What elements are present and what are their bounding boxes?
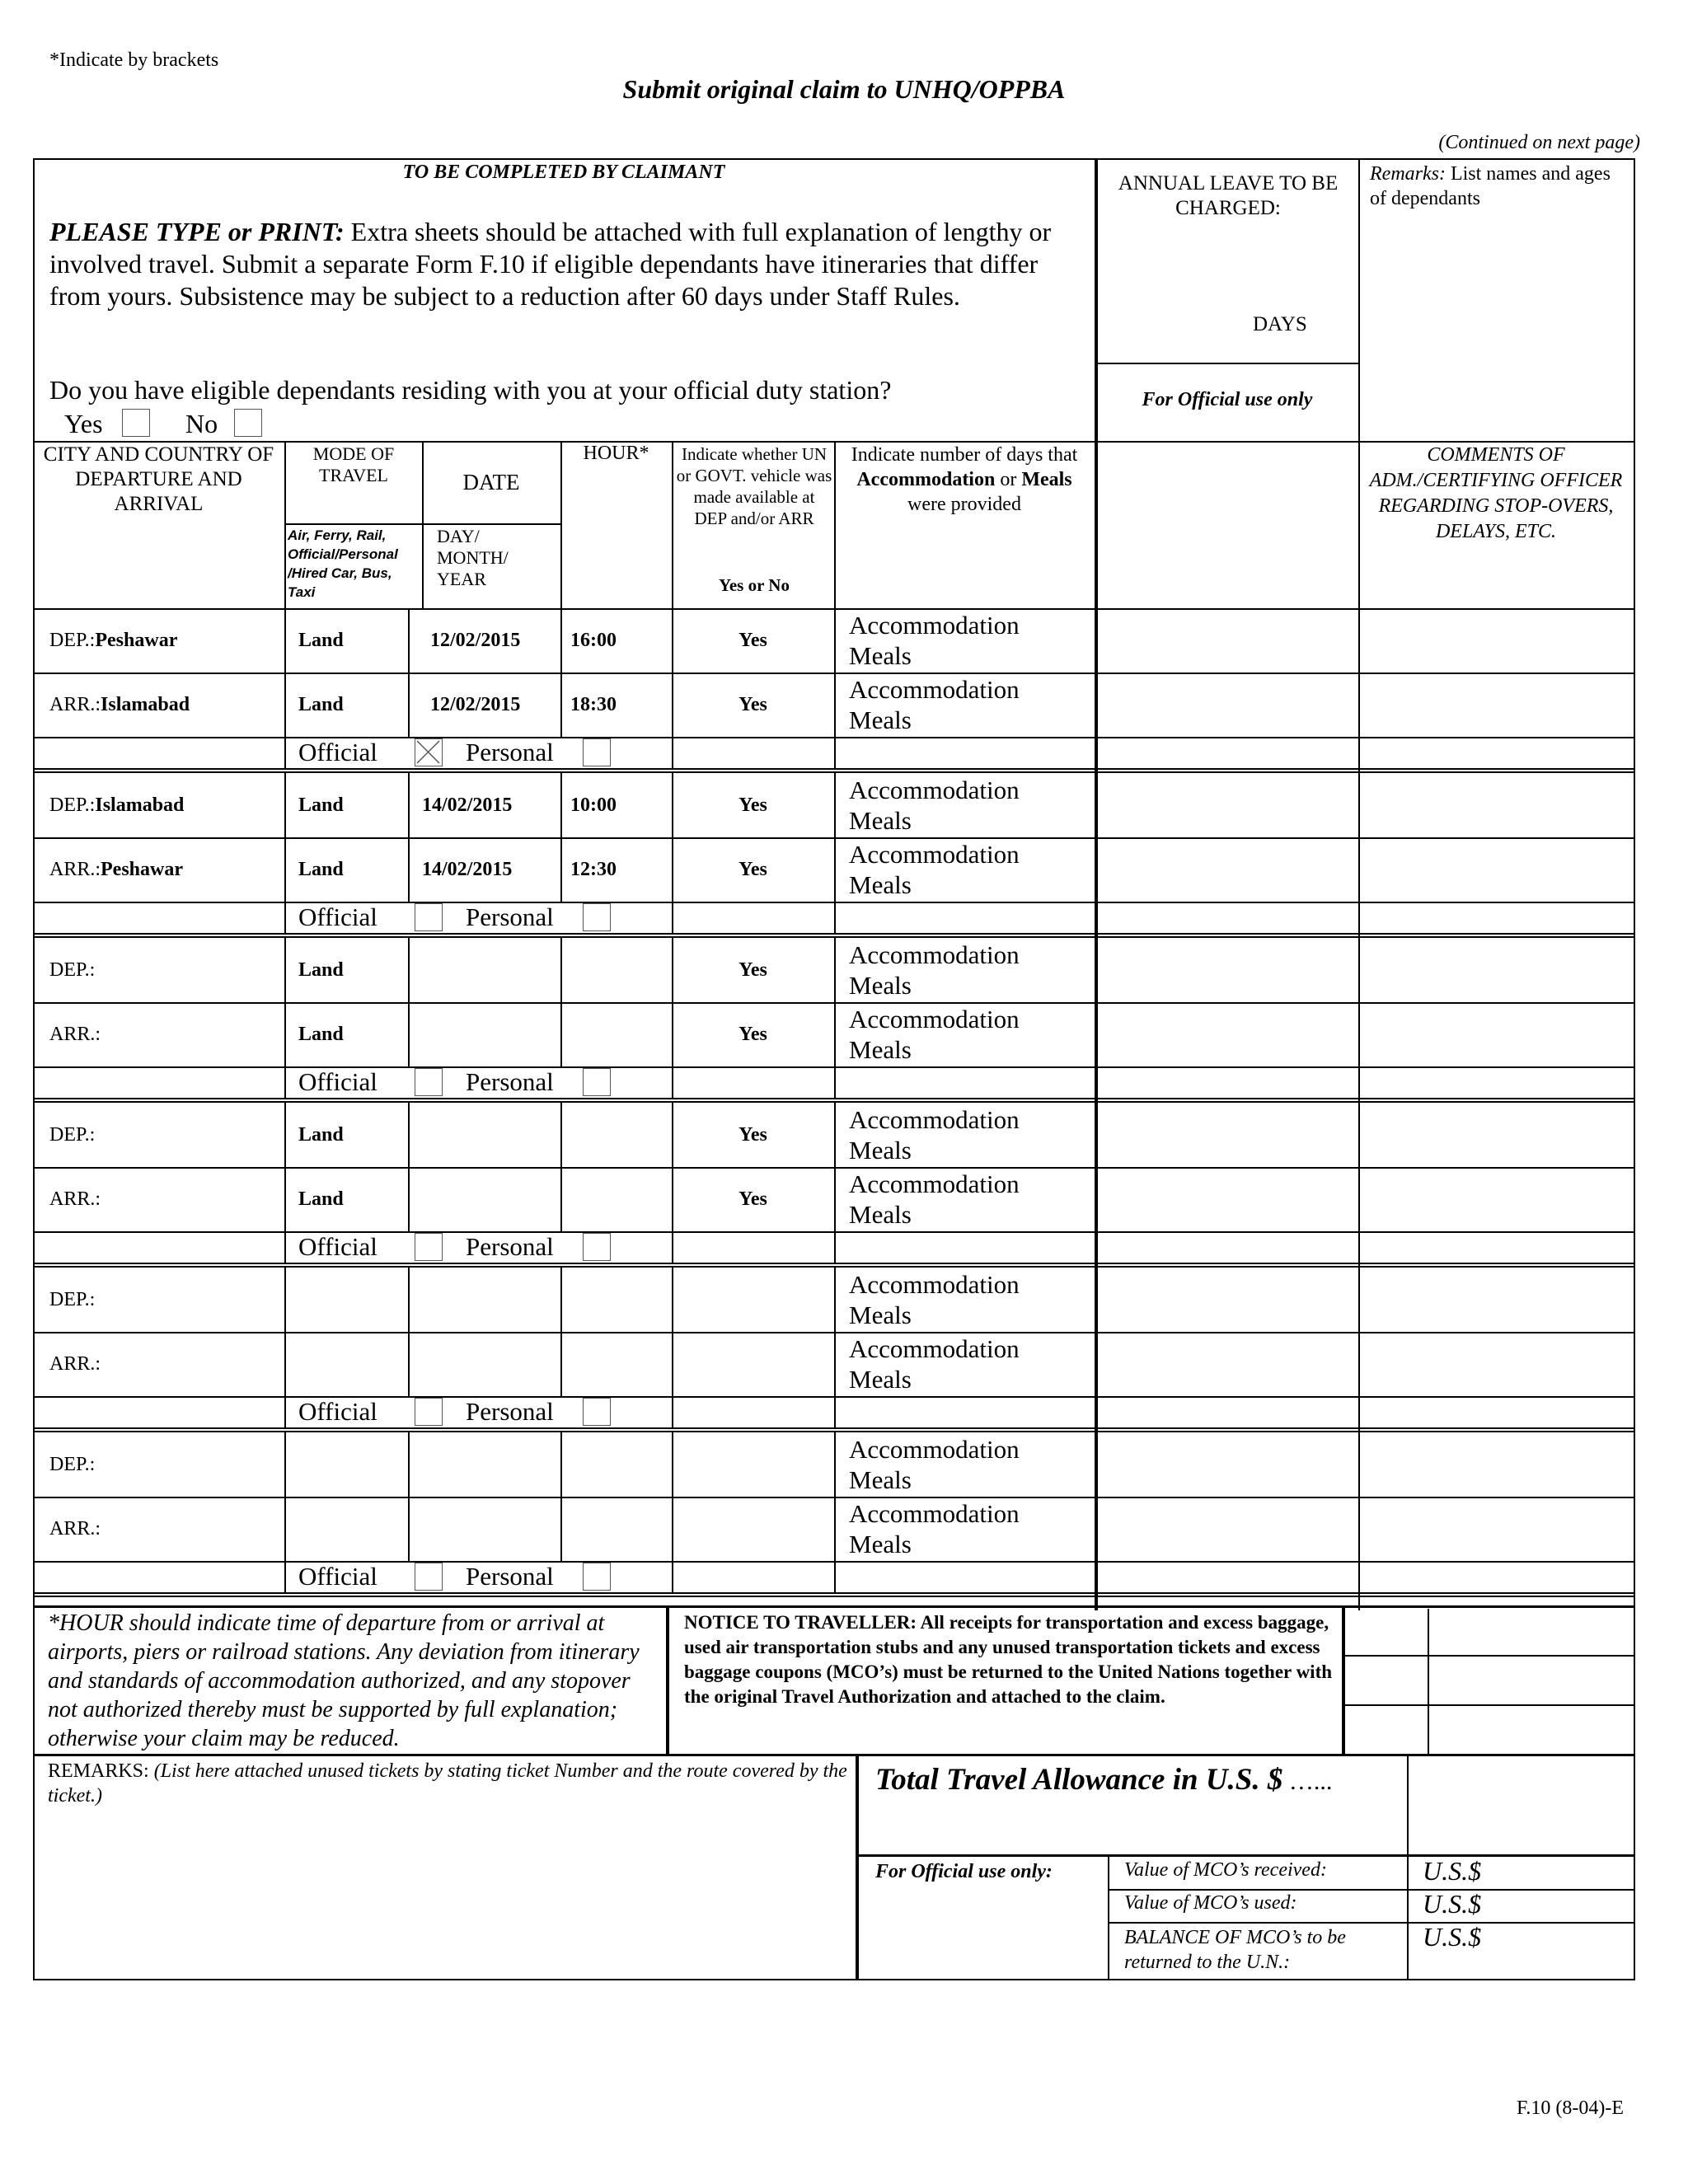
check-x-icon	[415, 739, 441, 765]
meals-label: Meals	[849, 1465, 912, 1494]
official-label: Official	[298, 1562, 377, 1591]
meals-label: Meals	[849, 971, 912, 1000]
col-line	[834, 1396, 836, 1427]
dep-city-cell[interactable]	[49, 773, 184, 837]
divider-annual-leave	[1096, 363, 1358, 364]
personal-checkbox[interactable]	[583, 1233, 611, 1261]
col-line	[834, 441, 836, 608]
col-line	[834, 1432, 836, 1561]
official-checkbox[interactable]	[415, 1233, 443, 1261]
row-line	[33, 1592, 1635, 1594]
total-value[interactable]	[1411, 1760, 1630, 1849]
total-dots: …...	[1282, 1768, 1333, 1795]
dep-city-cell[interactable]	[49, 938, 95, 1002]
col-line	[672, 737, 673, 768]
meals-label: Meals	[849, 1136, 912, 1165]
col-line	[834, 902, 836, 933]
header-date-format: DAY/ MONTH/ YEAR	[437, 526, 509, 589]
row-line	[33, 1596, 1635, 1597]
divider-comments	[1358, 158, 1360, 1610]
personal-label: Personal	[466, 902, 554, 931]
header-days	[841, 443, 1088, 517]
meals-label: Meals	[849, 705, 912, 734]
col-line	[284, 902, 286, 933]
dep-vehicle[interactable]	[672, 1268, 834, 1332]
col-line	[834, 1231, 836, 1263]
personal-checkbox[interactable]	[583, 1068, 611, 1096]
accommodation-label: Accommodation	[849, 1169, 1020, 1198]
arr-mode[interactable]: Land	[298, 1188, 344, 1210]
remarks-dependants	[1370, 162, 1625, 211]
divider-right-main	[1095, 158, 1098, 1610]
notice-grid-line	[1343, 1704, 1635, 1706]
dep-mode[interactable]: Land	[298, 629, 344, 651]
official-use-label: For Official use only	[1142, 389, 1313, 410]
col-line	[408, 773, 410, 902]
official-label: Official	[298, 902, 377, 931]
official-checkbox[interactable]	[415, 1068, 443, 1096]
row-line	[33, 1098, 1635, 1099]
hour-note: *HOUR should indicate time of departure from or arrival at airports, piers or railroad stations. Any deviation from itinerary and standards of accommodation authorized, and any stopover not authorized thereby must be supported by full explanation; otherwise your claim may be reduced.	[48, 1610, 640, 1751]
row-line	[33, 1263, 1635, 1264]
col-line	[672, 441, 673, 608]
instructions	[49, 216, 1080, 312]
col-line	[560, 608, 562, 737]
dep-vehicle[interactable]: Yes	[738, 1123, 767, 1146]
header-city: CITY AND COUNTRY OF DEPARTURE AND ARRIVAL	[43, 443, 274, 515]
header-subline	[284, 523, 560, 525]
col-line	[672, 1561, 673, 1592]
col-line	[560, 938, 562, 1066]
dep-vehicle[interactable]: Yes	[738, 958, 767, 981]
arr-city-cell[interactable]	[49, 837, 183, 902]
meals-label: Meals	[849, 806, 912, 835]
dep-prefix: DEP.:	[49, 794, 96, 816]
days-label: DAYS	[1253, 313, 1307, 335]
col-line	[284, 1103, 286, 1231]
arr-prefix: ARR.:	[49, 1188, 101, 1210]
arr-hour[interactable]: 18:30	[570, 693, 617, 715]
dep-hour[interactable]: 16:00	[570, 629, 617, 651]
dependants-question: Do you have eligible dependants residing with you at your official duty station?	[49, 375, 892, 405]
header-days-or: or	[995, 469, 1022, 490]
accommodation-label: Accommodation	[849, 1105, 1020, 1134]
col-line	[834, 1103, 836, 1231]
mco-used-label: Value of MCO’s used:	[1124, 1892, 1297, 1914]
meals-label: Meals	[849, 1365, 912, 1394]
col-line	[284, 1066, 286, 1098]
col-line	[284, 737, 286, 768]
mco-used-value[interactable]: U.S.$	[1423, 1889, 1482, 1919]
personal-checkbox[interactable]	[583, 738, 611, 766]
annual-leave-label: ANNUAL LEAVE TO BE CHARGED:	[1118, 172, 1339, 219]
dep-city-cell[interactable]	[49, 1103, 95, 1167]
form-id: F.10 (8-04)-E	[1517, 2097, 1625, 2119]
meals-label: Meals	[849, 1035, 912, 1064]
header-hour: HOUR*	[583, 443, 649, 464]
notice-grid-line	[1428, 1609, 1429, 1754]
col-line	[284, 1432, 286, 1561]
mco-line	[1109, 1889, 1635, 1891]
mco-line	[1109, 1922, 1635, 1924]
arr-city-cell[interactable]	[49, 673, 190, 737]
notice-grid-line	[1343, 1655, 1635, 1657]
arr-mode[interactable]: Land	[298, 858, 344, 880]
col-line	[284, 938, 286, 1066]
dep-city-cell[interactable]	[49, 1432, 95, 1497]
dep-city: Peshawar	[95, 629, 178, 651]
meals-label: Meals	[849, 1530, 912, 1558]
divider-bottom-section	[33, 1605, 1635, 1608]
accommodation-label: Accommodation	[849, 611, 1020, 640]
row-line	[33, 768, 1635, 770]
arr-city: Peshawar	[101, 858, 183, 880]
col-line	[834, 938, 836, 1066]
dep-mode[interactable]: Land	[298, 794, 344, 816]
dep-city: Islamabad	[95, 794, 185, 816]
meals-label: Meals	[849, 1200, 912, 1229]
continued-note: (Continued on next page)	[1438, 132, 1640, 153]
col-line	[672, 1396, 673, 1427]
col-line	[560, 1103, 562, 1231]
header-vehicle-yesno: Yes or No	[719, 575, 790, 595]
personal-label: Personal	[466, 738, 554, 766]
col-line	[284, 1396, 286, 1427]
personal-label: Personal	[466, 1067, 554, 1096]
dep-city-cell[interactable]	[49, 1268, 95, 1332]
accommodation-label: Accommodation	[849, 1005, 1020, 1033]
accommodation-label: Accommodation	[849, 840, 1020, 869]
arr-city-cell[interactable]	[49, 1167, 101, 1231]
col-line	[284, 1561, 286, 1592]
mco-balance-value[interactable]: U.S.$	[1423, 1922, 1482, 1952]
arr-prefix: ARR.:	[49, 1517, 101, 1540]
dep-hour[interactable]: 10:00	[570, 794, 617, 816]
official-checkbox[interactable]	[415, 1563, 443, 1591]
header-days-post: were provided	[907, 494, 1021, 515]
dep-date[interactable]: 14/02/2015	[422, 794, 513, 816]
instructions-bold: PLEASE TYPE or PRINT:	[49, 217, 345, 246]
arr-prefix: ARR.:	[49, 1023, 101, 1045]
arr-city-cell[interactable]	[49, 1497, 101, 1561]
dependants-yes-checkbox[interactable]	[122, 409, 150, 437]
header-days-pre: Indicate number of days that	[851, 444, 1078, 466]
mco-received-label: Value of MCO’s received:	[1124, 1859, 1327, 1881]
col-line	[408, 1432, 410, 1561]
header-days-acc: Accommodation	[856, 469, 996, 490]
official-label: Official	[298, 1067, 377, 1096]
arr-vehicle[interactable]: Yes	[738, 1023, 767, 1045]
personal-checkbox[interactable]	[583, 1398, 611, 1426]
arr-prefix: ARR.:	[49, 693, 101, 715]
accommodation-label: Accommodation	[849, 940, 1020, 969]
dep-mode[interactable]: Land	[298, 1123, 344, 1146]
divider-total	[856, 1754, 859, 1980]
header-mode-examples: Air, Ferry, Rail, Official/Personal /Hired Car, Bus, Taxi	[288, 527, 398, 600]
col-line	[672, 902, 673, 933]
arr-mode[interactable]: Land	[298, 1023, 344, 1045]
col-line	[408, 1268, 410, 1396]
accommodation-label: Accommodation	[849, 1499, 1020, 1528]
arr-city-cell[interactable]	[49, 1332, 101, 1396]
official-use-only: For Official use only:	[875, 1861, 1053, 1882]
dep-vehicle[interactable]: Yes	[738, 794, 767, 816]
official-checkbox[interactable]	[415, 903, 443, 931]
divider-mco	[1108, 1856, 1109, 1980]
meals-label: Meals	[849, 641, 912, 670]
page-title: Submit original claim to UNHQ/OPPBA	[622, 74, 1066, 104]
col-line	[408, 938, 410, 1066]
personal-label: Personal	[466, 1562, 554, 1591]
total-allowance	[875, 1762, 1332, 1797]
arr-prefix: ARR.:	[49, 1352, 101, 1375]
col-line	[834, 608, 836, 737]
header-vehicle: Indicate whether UN or GOVT. vehicle was made available at DEP and/or ARR	[676, 444, 832, 528]
accommodation-label: Accommodation	[849, 1334, 1020, 1363]
header-mode: MODE OF TRAVEL	[312, 443, 395, 485]
remarks-bottom	[48, 1759, 856, 1808]
dep-vehicle[interactable]: Yes	[738, 629, 767, 651]
col-line	[560, 1432, 562, 1561]
col-line	[560, 773, 562, 902]
header-comments: COMMENTS OF ADM./CERTIFYING OFFICER REGARDING STOP-OVERS, DELAYS, ETC.	[1369, 444, 1623, 542]
arr-date[interactable]: 12/02/2015	[430, 693, 521, 715]
dep-city-cell[interactable]	[49, 608, 177, 673]
remarks-label: Remarks:	[1370, 163, 1446, 185]
remarks-bottom-label: REMARKS:	[48, 1760, 149, 1782]
col-line	[560, 1268, 562, 1396]
col-line	[672, 1231, 673, 1263]
divider-notice	[666, 1605, 669, 1754]
col-line	[284, 608, 286, 737]
official-label: Official	[298, 738, 377, 766]
col-line	[284, 1231, 286, 1263]
col-line	[834, 773, 836, 902]
divider-remarks	[33, 1754, 1635, 1756]
row-line	[33, 1427, 1635, 1429]
no-label: No	[185, 409, 218, 438]
official-checkbox[interactable]	[415, 1398, 443, 1426]
col-line	[284, 773, 286, 902]
dep-prefix: DEP.:	[49, 1123, 96, 1146]
dep-prefix: DEP.:	[49, 629, 96, 651]
dep-mode[interactable]: Land	[298, 958, 344, 981]
notice-to-traveller: NOTICE TO TRAVELLER: All receipts for transportation and excess baggage, used air transportation stubs and any unused transportation tickets and excess baggage coupons (MCO’s) must be returned to the United Nations together with the original Travel Authorization and attached to the claim.	[684, 1612, 1333, 1707]
arr-vehicle[interactable]: Yes	[738, 693, 767, 715]
arr-city-cell[interactable]	[49, 1002, 101, 1066]
mco-balance-label: BALANCE OF MCO’s to be returned to the U.N.:	[1124, 1927, 1346, 1973]
col-line	[834, 737, 836, 768]
personal-label: Personal	[466, 1232, 554, 1261]
official-label: Official	[298, 1397, 377, 1426]
col-line	[408, 1103, 410, 1231]
official-label: Official	[298, 1232, 377, 1261]
arr-hour[interactable]: 12:30	[570, 858, 617, 880]
divider-total-value	[1407, 1754, 1409, 1980]
official-checkbox[interactable]	[415, 738, 443, 766]
col-line	[560, 441, 562, 608]
col-line	[408, 608, 410, 737]
claimant-heading: TO BE COMPLETED BY CLAIMANT	[402, 162, 725, 183]
divider-official-use	[857, 1854, 1635, 1857]
accommodation-label: Accommodation	[849, 675, 1020, 704]
arr-vehicle[interactable]: Yes	[738, 858, 767, 880]
meals-label: Meals	[849, 1301, 912, 1329]
arr-vehicle[interactable]	[672, 1332, 834, 1396]
remarks-bottom-text: (List here attached unused tickets by stating ticket Number and the route covered by the ticket.)	[48, 1760, 847, 1807]
divider-notice-right	[1342, 1605, 1345, 1754]
meals-label: Meals	[849, 870, 912, 899]
personal-checkbox[interactable]	[583, 903, 611, 931]
dependants-no-checkbox[interactable]	[234, 409, 262, 437]
col-line	[834, 1268, 836, 1396]
col-line	[834, 1561, 836, 1592]
personal-label: Personal	[466, 1397, 554, 1426]
header-date: DATE	[462, 470, 520, 494]
arr-mode[interactable]: Land	[298, 693, 344, 715]
dep-vehicle[interactable]	[672, 1432, 834, 1497]
header-days-meals: Meals	[1021, 469, 1072, 490]
remarks-text: List names and ages of dependants	[1370, 163, 1611, 209]
arr-prefix: ARR.:	[49, 858, 101, 880]
mco-received-value[interactable]: U.S.$	[1423, 1856, 1482, 1886]
arr-vehicle[interactable]	[672, 1497, 834, 1561]
dep-prefix: DEP.:	[49, 1453, 96, 1475]
accommodation-label: Accommodation	[849, 1270, 1020, 1299]
arr-date[interactable]: 14/02/2015	[422, 858, 513, 880]
instructions-text: Extra sheets should be attached with full explanation of lengthy or involved travel. Submit a separate Form F.10 if eligible dependants have itineraries that differ from yours. Subsistence may be subject to a reduction after 60 days under Staff Rules.	[49, 217, 1052, 311]
arr-city: Islamabad	[101, 693, 190, 715]
accommodation-label: Accommodation	[849, 1435, 1020, 1464]
arr-vehicle[interactable]: Yes	[738, 1188, 767, 1210]
dep-prefix: DEP.:	[49, 958, 96, 981]
accommodation-label: Accommodation	[849, 776, 1020, 804]
dep-prefix: DEP.:	[49, 1288, 96, 1310]
row-line	[33, 933, 1635, 935]
dep-date[interactable]: 12/02/2015	[430, 629, 521, 651]
col-line	[834, 1066, 836, 1098]
total-label: Total Travel Allowance in U.S. $	[875, 1763, 1283, 1797]
bracket-note: *Indicate by brackets	[49, 49, 219, 71]
col-line	[672, 1066, 673, 1098]
personal-checkbox[interactable]	[583, 1563, 611, 1591]
col-line	[284, 1268, 286, 1396]
yes-label: Yes	[64, 409, 103, 438]
